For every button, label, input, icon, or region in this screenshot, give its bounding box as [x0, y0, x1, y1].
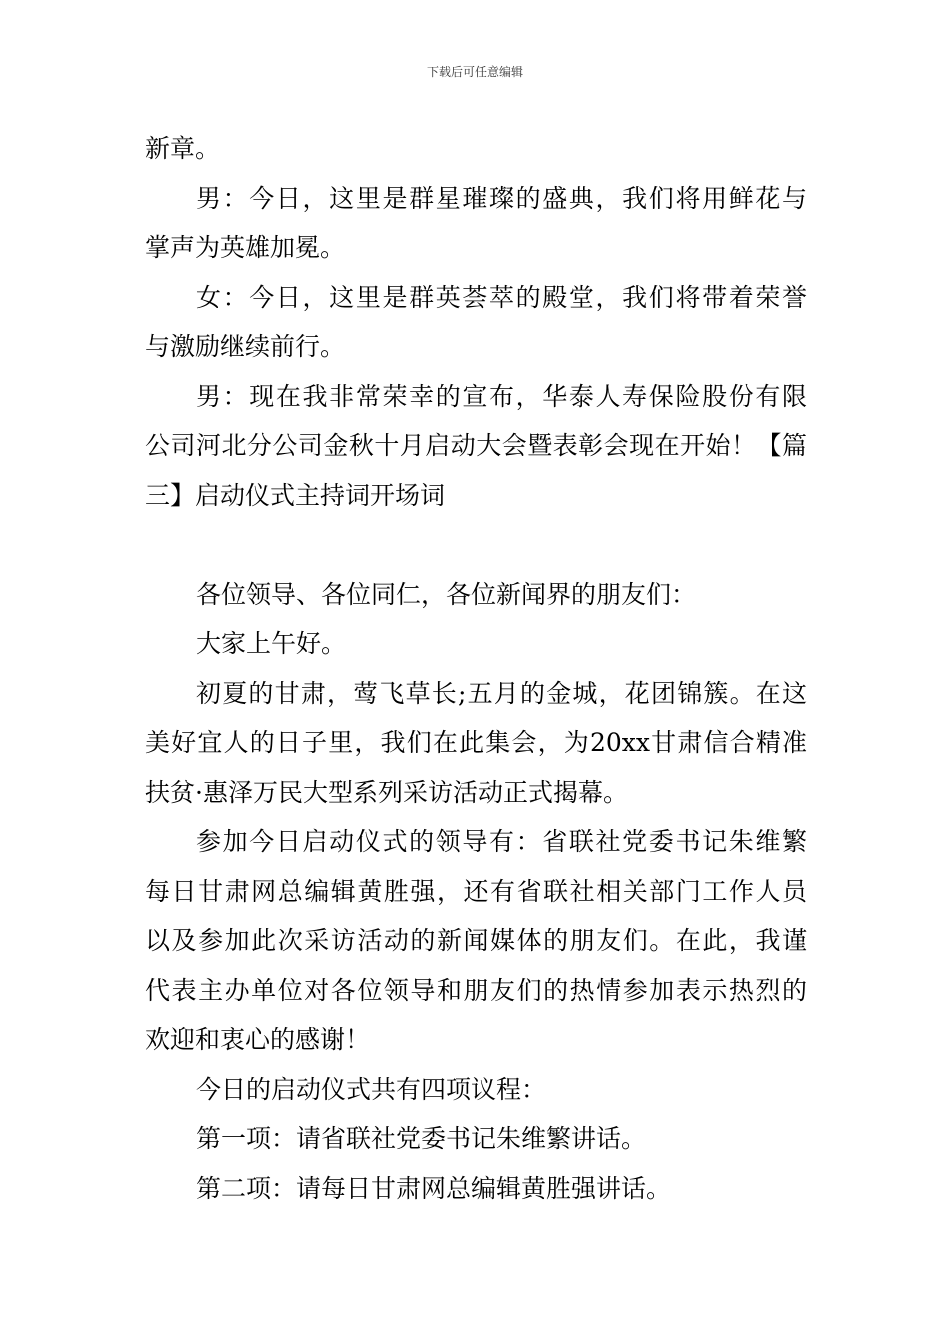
text-line: 各位领导、各位同仁，各位新闻界的朋友们： — [196, 579, 697, 609]
text-line: 男：今日，这里是群星璀璨的盛典，我们将用鲜花与 — [196, 183, 807, 213]
text-line: 掌声为英雄加冕。 — [145, 233, 346, 262]
text-line: 女：今日，这里是群英荟萃的殿堂，我们将带着荣誉 — [196, 282, 807, 312]
text-line: 参加今日启动仪式的领导有：省联社党委书记朱维繁 — [196, 827, 807, 856]
text-line: 代表主办单位对各位领导和朋友们的热情参加表示热烈的 — [145, 975, 807, 1005]
text-line: 以及参加此次采访活动的新闻媒体的朋友们。在此，我谨 — [145, 926, 807, 955]
text-line: 今日的启动仪式共有四项议程： — [196, 1074, 547, 1104]
text-line: 初夏的甘肃，莺飞草长;五月的金城，花团锦簇。在这 — [196, 678, 807, 708]
text-line: 三】启动仪式主持词开场词 — [145, 480, 446, 510]
text-line: 新章。 — [145, 134, 221, 163]
document-body — [145, 124, 807, 1213]
page-header: 下载后可任意编辑 — [426, 65, 523, 79]
text-line: 第二项：请每日甘肃网总编辑黄胜强讲话。 — [196, 1173, 672, 1203]
text-line: 欢迎和衷心的感谢！ — [145, 1025, 371, 1054]
text-line: 与激励继续前行。 — [145, 332, 346, 361]
text-line: 大家上午好。 — [196, 629, 347, 658]
text-line: 第一项：请省联社党委书记朱维繁讲话。 — [196, 1124, 647, 1153]
text-line: 男：现在我非常荣幸的宣布，华泰人寿保险股份有限 — [196, 381, 807, 411]
text-line: 公司河北分公司金秋十月启动大会暨表彰会现在开始！【篇 — [145, 431, 807, 460]
text-line: 每日甘肃网总编辑黄胜强，还有省联社相关部门工作人员 — [145, 876, 807, 906]
blank-line — [145, 520, 807, 570]
text-line: 扶贫·惠泽万民大型系列采访活动正式揭幕。 — [145, 777, 628, 807]
text-line: 美好宜人的日子里，我们在此集会，为20xx甘肃信合精准 — [145, 728, 807, 757]
